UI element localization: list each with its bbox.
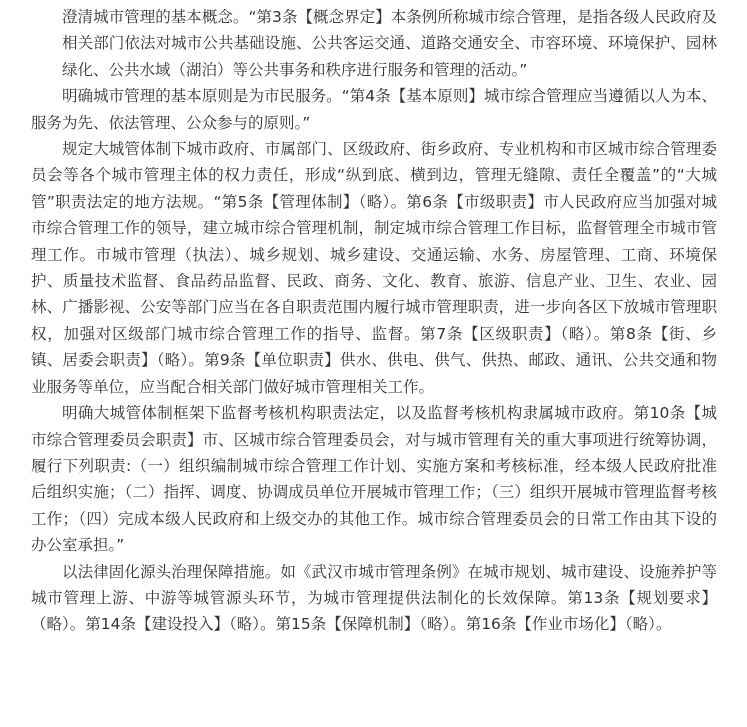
paragraph-source-governance: 以法律固化源头治理保障措施。如《武汉市城市管理条例》在城市规划、城市建设、设施养护等城市管理上游、中游等城管源头环节，为城市管理提供法制化的长效保障。第13条【规划要求】（略）。第14条【建设投入】（略）。第15条【保障机制】（略）。第16条【作业市场化】（略）。 <box>31 562 717 634</box>
paragraph-supervision-committee: 明确大城管体制框架下监督考核机构职责法定，以及监督考核机构隶属城市政府。第10条【城市综合管理委员会职责】市、区城市综合管理委员会，对与城市管理有关的重大事项进行统筹协调，履行下列职责:（一）组织编制城市综合管理工作计划、实施方案和考核标准，经本级人民政府批准后组织实施；（二）指挥、调度、协调成员单位开展城市管理工作；（三）组织开展城市管理监督考核工作；（四）完成本级人民政府和上级交办的其他工作。城市综合管理委员会的日常工作由其下设的办公室承担。” <box>31 404 717 555</box>
paragraph-basic-principle: 明确城市管理的基本原则是为市民服务。“第4条【基本原则】城市综合管理应当遵循以人为本、服务为先、依法管理、公众参与的原则。” <box>31 87 717 132</box>
paragraph-management-system: 规定大城管体制下城市政府、市属部门、区级政府、街乡政府、专业机构和市区城市综合管理委员会等各个城市管理主体的权力责任，形成“纵到底、横到边，管理无缝隙、责任全覆盖”的“大城管”职责法定的地方法规。“第5条【管理体制】（略）。第6条【市级职责】市人民政府应当加强对城市综合管理工作的领导，建立城市综合管理机制，制定城市综合管理工作目标，监督管理全市城市管理工作。市城市管理（执法）、城乡规划、城乡建设、交通运输、水务、房屋管理、工商、环境保护、质量技术监督、食品药品监督、民政、商务、文化、教育、旅游、信息产业、卫生、农业、园林、广播影视、公安等部门应当在各自职责范围内履行城市管理职责，进一步向各区下放城市管理职权，加强对区级部门城市综合管理工作的指导、监督。第7条【区级职责】（略）。第8条【街、乡镇、居委会职责】（略）。第9条【单位职责】供水、供电、供气、供热、邮政、通讯、公共交通和物业服务等单位，应当配合相关部门做好城市管理相关工作。 <box>31 140 717 396</box>
paragraph-concept-definition: 澄清城市管理的基本概念。“第3条【概念界定】本条例所称城市综合管理，是指各级人民政府及相关部门依法对城市公共基础设施、公共客运交通、道路交通安全、市容环境、环境保护、园林绿化、公共水域（湖泊）等公共事务和秩序进行服务和管理的活动。” <box>62 8 717 79</box>
